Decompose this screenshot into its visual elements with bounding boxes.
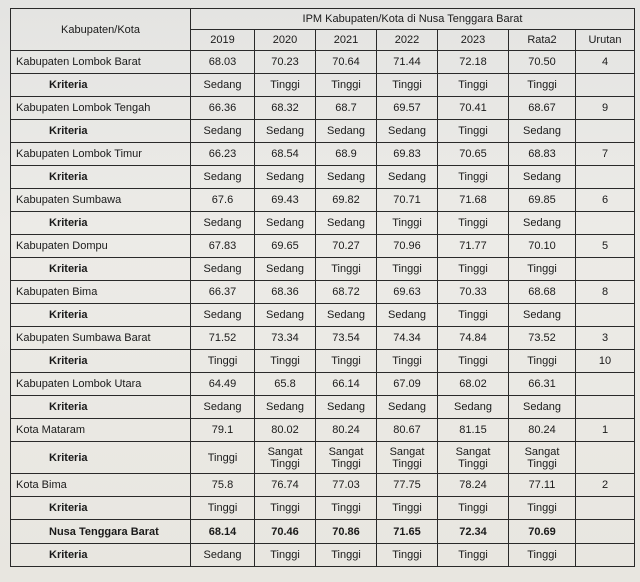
criteria-label: Kriteria [11,120,191,143]
criteria-value: Tinggi [316,258,377,281]
ipm-value: 74.84 [438,327,509,350]
header-year: 2019 [191,30,255,51]
ipm-value: 68.36 [255,281,316,304]
criteria-value: Tinggi [438,544,509,567]
criteria-value: Tinggi [509,497,576,520]
ipm-value [576,373,635,396]
ipm-table [10,8,635,567]
ipm-value: 76.74 [255,474,316,497]
ipm-value: 77.75 [377,474,438,497]
criteria-value: Tinggi [438,166,509,189]
ipm-value: 68.67 [509,97,576,120]
ipm-value: 80.24 [509,419,576,442]
ipm-value: 73.54 [316,327,377,350]
criteria-value: Sedang [377,166,438,189]
criteria-value: Sedang [255,212,316,235]
ipm-value: 70.64 [316,51,377,74]
criteria-value: Sedang [255,396,316,419]
area-name: Kabupaten Sumbawa Barat [11,327,191,350]
criteria-value: Tinggi [316,74,377,97]
area-name: Kabupaten Bima [11,281,191,304]
ipm-value: 70.27 [316,235,377,258]
criteria-value [576,74,635,97]
criteria-value: 10 [576,350,635,373]
area-name: Kabupaten Lombok Barat [11,51,191,74]
criteria-value: Tinggi [316,497,377,520]
criteria-label: Kriteria [11,166,191,189]
criteria-value: Sedang [509,396,576,419]
criteria-value: Sangat Tinggi [377,442,438,474]
criteria-value: Sedang [509,212,576,235]
criteria-label: Kriteria [11,544,191,567]
area-name: Kabupaten Lombok Timur [11,143,191,166]
header-group-title: IPM Kabupaten/Kota di Nusa Tenggara Barat [191,9,635,30]
criteria-row [11,396,635,419]
ipm-value: 69.82 [316,189,377,212]
criteria-value: Sedang [255,166,316,189]
ipm-value: 66.31 [509,373,576,396]
ipm-value: 77.11 [509,474,576,497]
ipm-value: 68.03 [191,51,255,74]
criteria-value: Sedang [191,544,255,567]
criteria-value: Tinggi [509,350,576,373]
table-row [11,51,635,74]
criteria-value: Tinggi [509,544,576,567]
criteria-value: Tinggi [438,74,509,97]
criteria-value: Tinggi [377,497,438,520]
criteria-value: Sedang [316,212,377,235]
criteria-label: Kriteria [11,258,191,281]
criteria-value: Sedang [191,74,255,97]
criteria-value: Tinggi [191,442,255,474]
ipm-value: 73.52 [509,327,576,350]
header-year: 2021 [316,30,377,51]
criteria-value: Sedang [316,304,377,327]
criteria-label: Kriteria [11,304,191,327]
criteria-value: Sedang [191,396,255,419]
ipm-value: 1 [576,419,635,442]
ipm-value: 67.09 [377,373,438,396]
ipm-value: 78.24 [438,474,509,497]
criteria-value: Tinggi [509,74,576,97]
ipm-value: 2 [576,474,635,497]
region-total-row [11,520,635,544]
criteria-value: Sedang [191,304,255,327]
ipm-value: 72.18 [438,51,509,74]
criteria-row [11,166,635,189]
header-average: Rata2 [509,30,576,51]
criteria-label: Kriteria [11,212,191,235]
header-rank: Urutan [576,30,635,51]
criteria-value [576,120,635,143]
criteria-row [11,442,635,474]
region-criteria-row [11,544,635,567]
ipm-value: 66.36 [191,97,255,120]
region-name: Nusa Tenggara Barat [11,520,191,544]
ipm-value: 69.63 [377,281,438,304]
ipm-value: 80.67 [377,419,438,442]
criteria-value [576,258,635,281]
table-row [11,235,635,258]
criteria-value [576,442,635,474]
ipm-value: 70.23 [255,51,316,74]
criteria-value: Tinggi [438,350,509,373]
criteria-value: Sedang [509,304,576,327]
ipm-value: 70.96 [377,235,438,258]
ipm-value: 69.85 [509,189,576,212]
criteria-value: Sedang [377,304,438,327]
criteria-value: Sedang [191,258,255,281]
criteria-value: Sedang [255,304,316,327]
criteria-value: Sedang [255,258,316,281]
criteria-value [576,544,635,567]
ipm-value: 71.77 [438,235,509,258]
ipm-value: 4 [576,51,635,74]
ipm-value: 69.65 [255,235,316,258]
table-row [11,373,635,396]
criteria-value: Tinggi [255,74,316,97]
ipm-value: 67.6 [191,189,255,212]
ipm-value: 68.32 [255,97,316,120]
criteria-row [11,120,635,143]
criteria-row [11,212,635,235]
ipm-value: 69.83 [377,143,438,166]
criteria-value: Tinggi [377,258,438,281]
table-row [11,327,635,350]
criteria-value: Tinggi [438,304,509,327]
ipm-value: 68.72 [316,281,377,304]
criteria-value: Tinggi [438,120,509,143]
ipm-value: 70.41 [438,97,509,120]
criteria-row [11,74,635,97]
ipm-value: 80.24 [316,419,377,442]
ipm-value: 8 [576,281,635,304]
criteria-value: Tinggi [316,350,377,373]
criteria-label: Kriteria [11,442,191,474]
criteria-value: Tinggi [438,258,509,281]
ipm-value: 6 [576,189,635,212]
criteria-value: Tinggi [191,497,255,520]
ipm-value: 68.83 [509,143,576,166]
criteria-label: Kriteria [11,396,191,419]
criteria-value: Sedang [438,396,509,419]
header-year: 2020 [255,30,316,51]
ipm-value: 77.03 [316,474,377,497]
ipm-value: 5 [576,235,635,258]
area-name: Kota Bima [11,474,191,497]
region-value: 68.14 [191,520,255,544]
criteria-value [576,212,635,235]
ipm-value: 70.33 [438,281,509,304]
region-value: 70.86 [316,520,377,544]
ipm-value: 71.44 [377,51,438,74]
criteria-label: Kriteria [11,350,191,373]
criteria-value: Tinggi [377,350,438,373]
region-value [576,520,635,544]
criteria-value: Sedang [255,120,316,143]
header-kabupaten-kota: Kabupaten/Kota [11,9,191,51]
area-name: Kota Mataram [11,419,191,442]
ipm-value: 70.50 [509,51,576,74]
ipm-value: 67.83 [191,235,255,258]
ipm-value: 66.14 [316,373,377,396]
ipm-value: 70.71 [377,189,438,212]
criteria-value: Sedang [509,120,576,143]
ipm-value: 69.57 [377,97,438,120]
criteria-value: Sedang [191,120,255,143]
criteria-value: Sedang [191,212,255,235]
ipm-value: 68.02 [438,373,509,396]
criteria-value: Tinggi [509,258,576,281]
table-row [11,143,635,166]
ipm-value: 68.9 [316,143,377,166]
criteria-label: Kriteria [11,74,191,97]
criteria-value: Tinggi [377,212,438,235]
area-name: Kabupaten Dompu [11,235,191,258]
region-value: 70.69 [509,520,576,544]
ipm-value: 71.68 [438,189,509,212]
ipm-value: 81.15 [438,419,509,442]
ipm-value: 66.37 [191,281,255,304]
ipm-value: 9 [576,97,635,120]
criteria-value: Sedang [509,166,576,189]
criteria-value [576,166,635,189]
criteria-value [576,396,635,419]
ipm-value: 7 [576,143,635,166]
criteria-value: Tinggi [377,74,438,97]
criteria-row [11,258,635,281]
criteria-value: Sangat Tinggi [438,442,509,474]
criteria-value: Sedang [316,166,377,189]
ipm-value: 68.68 [509,281,576,304]
criteria-value: Tinggi [255,497,316,520]
region-value: 72.34 [438,520,509,544]
criteria-value: Sedang [377,120,438,143]
ipm-value: 80.02 [255,419,316,442]
ipm-value: 3 [576,327,635,350]
ipm-value: 70.65 [438,143,509,166]
ipm-value: 68.54 [255,143,316,166]
area-name: Kabupaten Sumbawa [11,189,191,212]
ipm-value: 65.8 [255,373,316,396]
ipm-value: 79.1 [191,419,255,442]
area-name: Kabupaten Lombok Tengah [11,97,191,120]
region-value: 71.65 [377,520,438,544]
criteria-row [11,350,635,373]
ipm-value: 74.34 [377,327,438,350]
ipm-value: 69.43 [255,189,316,212]
table-body [11,51,635,567]
header-year: 2022 [377,30,438,51]
criteria-value: Tinggi [377,544,438,567]
criteria-value: Tinggi [438,212,509,235]
ipm-value: 71.52 [191,327,255,350]
criteria-value [576,304,635,327]
criteria-row [11,497,635,520]
table-row [11,474,635,497]
criteria-value: Sangat Tinggi [509,442,576,474]
header-year: 2023 [438,30,509,51]
criteria-value: Tinggi [255,544,316,567]
criteria-row [11,304,635,327]
ipm-value: 70.10 [509,235,576,258]
ipm-value: 75.8 [191,474,255,497]
criteria-value: Sedang [191,166,255,189]
criteria-value [576,497,635,520]
ipm-value: 64.49 [191,373,255,396]
criteria-value: Sangat Tinggi [255,442,316,474]
criteria-value: Tinggi [191,350,255,373]
criteria-label: Kriteria [11,497,191,520]
criteria-value: Sedang [316,120,377,143]
ipm-value: 73.34 [255,327,316,350]
ipm-value: 68.7 [316,97,377,120]
ipm-value: 66.23 [191,143,255,166]
table-row [11,419,635,442]
criteria-value: Sangat Tinggi [316,442,377,474]
criteria-value: Tinggi [316,544,377,567]
criteria-value: Tinggi [255,350,316,373]
region-value: 70.46 [255,520,316,544]
table-row [11,97,635,120]
area-name: Kabupaten Lombok Utara [11,373,191,396]
criteria-value: Sedang [316,396,377,419]
criteria-value: Tinggi [438,497,509,520]
table-row [11,189,635,212]
table-row [11,281,635,304]
criteria-value: Sedang [377,396,438,419]
